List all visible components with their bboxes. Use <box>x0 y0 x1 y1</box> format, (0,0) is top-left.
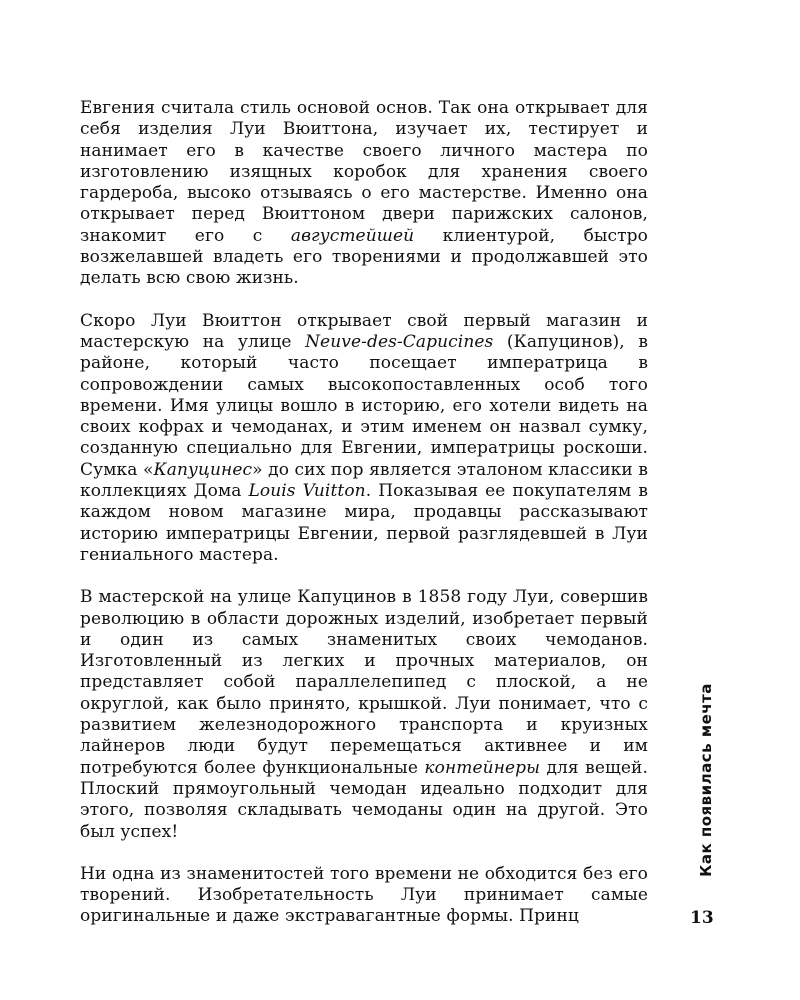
body-text <box>80 98 648 949</box>
text-run: (Капуцинов), в районе, который часто посещает императрица в сопровождении самых высокопоставленных особ того времени. Имя улицы вошло в историю, его хотели видеть на своих кофрах и чемоданах, и этим именем он назвал сумку, созданную специально для Евгении, императрицы роскоши. Сумка « <box>80 331 648 480</box>
italic-text: Капуцинес <box>153 459 253 480</box>
page-number: 13 <box>690 908 714 928</box>
paragraph <box>80 98 648 290</box>
text-run: » до сих пор является эталоном классики в коллекциях Дома <box>80 459 648 502</box>
italic-text: Neuve-des-Capucines <box>305 331 494 352</box>
running-head: Как появилась мечта <box>697 683 715 877</box>
italic-text: августейшей <box>290 225 415 246</box>
text-run: для вещей. Плоский прямоугольный чемодан идеально подходит для этого, позволяя складывать чемоданы один на другой. Это был успех! <box>80 757 648 842</box>
paragraph <box>80 864 648 928</box>
text-run: . Показывая ее покупателям в каждом новом магазине мира, продавцы рассказывают историю императрицы Евгении, первой разглядевшей в Луи гениального мастера. <box>80 481 649 565</box>
text-run: В мастерской на улице Капуцинов в 1858 году Луи, совершив революцию в области дорожных изделий, изобретает первый и один из самых знаменитых своих чемоданов. Изготовленный из легких и прочных материалов, он представляет собой параллелепипед с плоской, а не округлой, как было принято, крышкой. Луи понимает, что с развитием железнодорожного транспорта и круизных лайнеров люди будут перемещаться активнее и им потребуются более функциональные <box>80 587 648 778</box>
italic-text: Louis Vuitton <box>248 481 366 502</box>
text-run: Ни одна из знаменитостей того времени не обходится без его творений. Изобретательность Луи принимает самые оригинальные и даже экстравагантные формы. Принц <box>80 863 648 927</box>
italic-text: контейнеры <box>424 757 541 778</box>
text-run: клиентурой, быстро возжелавшей владеть его творениями и продолжавшей это делать всю свою жизнь. <box>80 225 648 289</box>
paragraph <box>80 587 648 843</box>
text-run: Скоро Луи Вюиттон открывает свой первый магазин и мастерскую на улице <box>80 310 648 352</box>
text-run: Евгения считала стиль основой основ. Так она открывает для себя изделия Луи Вюиттона, изучает их, тестирует и нанимает его в качестве своего личного мастера по изготовлению изящных коробок для хранения своего гардероба, высоко отзываясь о его мастерстве. Именно она открывает перед Вюиттоном двери парижских салонов, знакомит его с <box>80 98 648 246</box>
paragraph <box>80 311 648 567</box>
